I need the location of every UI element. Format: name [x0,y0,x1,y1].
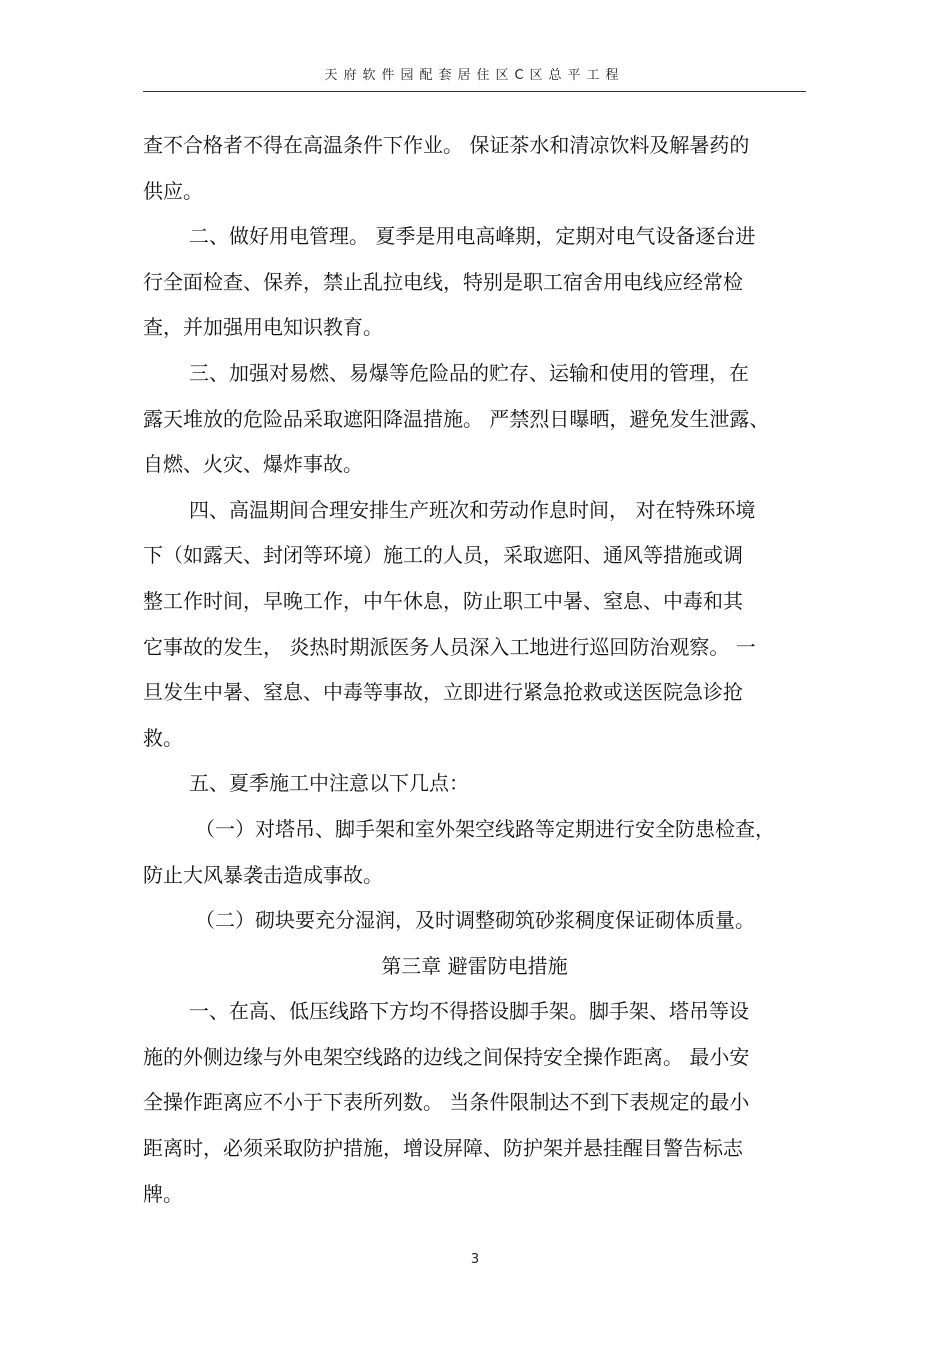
text-line: 全操作距离应不小于下表所列数。 当条件限制达不到下表规定的最小 [143,1090,750,1115]
chapter-heading: 第三章 避雷防电措施 [381,953,568,978]
text-line: 距离时，必须采取防护措施，增设屏障、防护架并悬挂醒目警告标志 [143,1136,743,1161]
page-number: 3 [470,1252,480,1267]
text-line: 它事故的发生， 炎热时期派医务人员深入工地进行巡回防治观察。 一 [143,634,756,659]
text-line: 自燃、火灾、爆炸事故。 [143,452,363,477]
header-rule [143,91,806,92]
document-body [143,123,806,1217]
text-line: 二、做好用电管理。 夏季是用电高峰期，定期对电气设备逐台进 [189,224,756,249]
text-line: 露天堆放的危险品采取遮阳降温措施。 严禁烈日曝晒，避免发生泄露、 [143,406,770,431]
text-line: 查不合格者不得在高温条件下作业。 保证茶水和清凉饮料及解暑药的 [143,133,750,157]
text-line: 四、高温期间合理安排生产班次和劳动作息时间， 对在特殊环境 [189,497,756,522]
text-line: 查，并加强用电知识教育。 [143,315,383,340]
text-line: （一）对塔吊、脚手架和室外架空线路等定期进行安全防患检查， [195,816,775,841]
text-line: 旦发生中暑、窒息、中毒等事故，立即进行紧急抢救或送医院急诊抢 [143,680,743,705]
text-line: 施的外侧边缘与外电架空线路的边线之间保持安全操作距离。 最小安 [143,1044,750,1069]
text-line: 一、在高、低压线路下方均不得搭设脚手架。脚手架、塔吊等设 [189,999,749,1024]
text-line: （二）砌块要充分湿润，及时调整砌筑砂浆稠度保证砌体质量。 [195,908,755,933]
text-line: 防止大风暴袭击造成事故。 [143,862,383,887]
text-line: 下（如露天、封闭等环境）施工的人员，采取遮阳、通风等措施或调 [143,543,743,568]
text-line: 三、加强对易燃、易爆等危险品的贮存、运输和使用的管理，在 [189,360,749,385]
text-line: 供应。 [143,178,203,203]
text-line: 整工作时间，早晚工作，中午休息，防止职工中暑、窒息、中毒和其 [143,588,743,613]
page-header: 天府软件园配套居住区C区总平工程 [324,68,625,83]
text-line: 牌。 [143,1181,183,1206]
text-line: 行全面检查、保养，禁止乱拉电线，特别是职工宿舍用电线应经常检 [143,269,743,294]
text-line: 救。 [143,725,183,750]
text-line: 五、夏季施工中注意以下几点： [189,771,469,796]
